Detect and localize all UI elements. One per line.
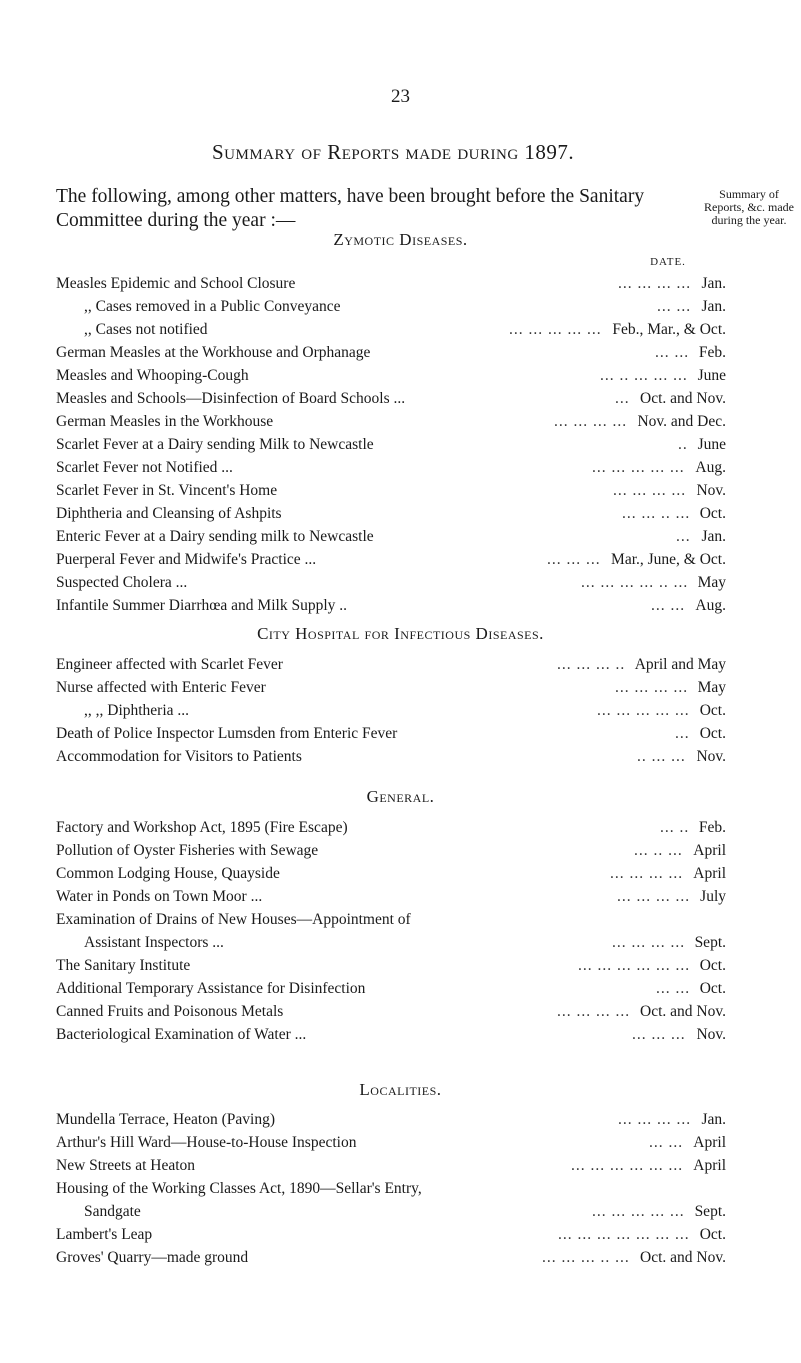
leader-dots: ... <box>615 390 630 407</box>
general-list <box>56 816 726 1046</box>
item-date: Oct. and Nov. <box>640 1249 726 1266</box>
list-item <box>56 548 726 571</box>
item-date: Oct. and Nov. <box>640 1003 726 1020</box>
item-text: Arthur's Hill Ward—House-to-House Inspection <box>56 1134 357 1151</box>
list-item <box>56 456 726 479</box>
list-item <box>56 839 726 862</box>
list-item <box>56 1131 726 1154</box>
leader-dots: ... ... ... ... ... ... <box>571 1157 684 1174</box>
item-text: Water in Ponds on Town Moor ... <box>56 888 263 905</box>
item-text: Examination of Drains of New Houses—Appointment of <box>56 911 411 928</box>
list-item <box>56 502 726 525</box>
item-text: Enteric Fever at a Dairy sending milk to Newcastle <box>56 528 374 545</box>
zymotic-list <box>56 272 726 617</box>
list-item <box>56 433 726 456</box>
leader-dots: ... ... ... ... <box>557 1003 631 1020</box>
list-item <box>56 295 726 318</box>
list-item <box>56 1246 726 1269</box>
item-date: May <box>697 574 726 591</box>
list-item <box>56 594 726 617</box>
list-item <box>56 722 726 745</box>
item-text-continued: Sandgate <box>84 1203 141 1220</box>
leader-dots: ... ... ... ... ... <box>592 1203 685 1220</box>
leader-dots: ... ... ... ... <box>610 865 684 882</box>
item-text: Engineer affected with Scarlet Fever <box>56 656 283 673</box>
page-number: 23 <box>391 86 410 107</box>
item-date: Oct. <box>699 980 726 997</box>
list-item <box>56 364 726 387</box>
list-item <box>56 479 726 502</box>
leader-dots: .. ... ... <box>637 748 686 765</box>
localities-list <box>56 1108 726 1269</box>
item-text: Pollution of Oyster Fisheries with Sewage <box>56 842 319 859</box>
item-text: Nurse affected with Enteric Fever <box>56 679 266 696</box>
item-text: ,, ,, Diphtheria ... <box>84 702 190 719</box>
item-date: April <box>693 1134 726 1151</box>
item-date: Nov. <box>696 482 726 499</box>
leader-dots: ... ... ... ... ... <box>509 321 602 338</box>
item-text: German Measles at the Workhouse and Orphanage <box>56 344 371 361</box>
item-date: Jan. <box>701 1111 726 1128</box>
title-part-2: Reports made during <box>327 140 519 164</box>
item-date: Aug. <box>695 459 726 476</box>
list-item <box>56 1023 726 1046</box>
item-date: Nov. <box>696 748 726 765</box>
list-item <box>56 571 726 594</box>
leader-dots: ... .. ... ... ... <box>600 367 688 384</box>
item-date: July <box>700 888 726 905</box>
list-item <box>56 341 726 364</box>
item-date: Jan. <box>701 275 726 292</box>
leader-dots: ... <box>675 725 690 742</box>
list-item <box>56 1108 726 1131</box>
item-date: Feb. <box>698 344 726 361</box>
item-date: Sept. <box>694 934 726 951</box>
item-date: Oct. <box>699 702 726 719</box>
item-date: Aug. <box>695 597 726 614</box>
leader-dots: ... ... ... <box>632 1026 686 1043</box>
section-heading-general <box>0 787 801 807</box>
item-text: Scarlet Fever at a Dairy sending Milk to Newcastle <box>56 436 374 453</box>
leader-dots: ... ... ... ... <box>618 275 692 292</box>
leader-dots: ... ... <box>655 344 690 361</box>
list-item <box>56 977 726 1000</box>
list-item <box>56 1223 726 1246</box>
item-date: June <box>697 367 726 384</box>
item-text: Lambert's Leap <box>56 1226 153 1243</box>
item-date: Nov. and Dec. <box>637 413 726 430</box>
list-item <box>56 653 726 676</box>
item-text: Bacteriological Examination of Water ... <box>56 1026 307 1043</box>
item-date: April <box>693 865 726 882</box>
item-date: Jan. <box>701 528 726 545</box>
item-text: Measles Epidemic and School Closure <box>56 275 296 292</box>
item-date: Mar., June, & Oct. <box>611 551 726 568</box>
item-text: Puerperal Fever and Midwife's Practice ... <box>56 551 317 568</box>
leader-dots: ... ... ... ... <box>554 413 628 430</box>
list-item <box>56 816 726 839</box>
leader-dots: ... ... ... ... ... ... ... <box>558 1226 690 1243</box>
item-text: German Measles in the Workhouse <box>56 413 274 430</box>
list-item <box>56 862 726 885</box>
section-heading-text: General. <box>366 787 435 806</box>
item-text: Diphtheria and Cleansing of Ashpits <box>56 505 282 522</box>
item-date: Oct. <box>699 1226 726 1243</box>
intro-paragraph: The following, among other matters, have been brought before the Sanitary Committee during the year :— <box>56 186 645 231</box>
list-item <box>56 885 726 908</box>
section-heading-zymotic <box>0 230 801 250</box>
list-item <box>56 318 726 341</box>
item-date: April and May <box>634 656 726 673</box>
leader-dots: ... .. ... <box>634 842 683 859</box>
item-text: Canned Fruits and Poisonous Metals <box>56 1003 284 1020</box>
section-heading-text: Zymotic Diseases. <box>333 230 468 249</box>
list-item <box>56 1000 726 1023</box>
city-hospital-list <box>56 653 726 768</box>
list-item <box>56 676 726 699</box>
list-item <box>56 410 726 433</box>
leader-dots: ... ... ... ... <box>615 679 689 696</box>
item-date: April <box>693 1157 726 1174</box>
item-date: Oct. <box>699 957 726 974</box>
list-item <box>56 699 726 722</box>
leader-dots: ... ... <box>656 980 691 997</box>
leader-dots: ... ... <box>649 1134 684 1151</box>
leader-dots: ... ... ... <box>547 551 601 568</box>
title-year: 1897. <box>518 140 575 164</box>
item-text: Groves' Quarry—made ground <box>56 1249 249 1266</box>
leader-dots: ... ... <box>651 597 686 614</box>
section-heading-localities <box>0 1080 801 1100</box>
leader-dots: ... .. <box>660 819 690 836</box>
title-part-1: Summary of <box>212 140 328 164</box>
list-item <box>56 1154 726 1177</box>
item-date: Oct. <box>699 725 726 742</box>
item-text: ,, Cases not notified <box>84 321 208 338</box>
item-text: The Sanitary Institute <box>56 957 191 974</box>
list-item <box>56 1177 726 1223</box>
leader-dots: ... <box>676 528 691 545</box>
leader-dots: ... ... .. ... <box>622 505 691 522</box>
item-text: Infantile Summer Diarrhœa and Milk Supply .. <box>56 597 348 614</box>
item-text: Scarlet Fever in St. Vincent's Home <box>56 482 278 499</box>
leader-dots: ... ... ... ... <box>613 482 687 499</box>
leader-dots: .. <box>678 436 688 453</box>
section-heading-text: City Hospital for Infectious Diseases. <box>257 624 544 643</box>
page-title <box>212 140 574 165</box>
item-text: Measles and Schools—Disinfection of Board Schools ... <box>56 390 406 407</box>
item-text: Common Lodging House, Quayside <box>56 865 280 882</box>
date-column-header: DATE. <box>650 256 686 268</box>
leader-dots: ... ... <box>657 298 692 315</box>
section-heading-city-hospital <box>0 624 801 644</box>
list-item <box>56 272 726 295</box>
item-date: Feb., Mar., & Oct. <box>612 321 726 338</box>
list-item <box>56 954 726 977</box>
item-text: Death of Police Inspector Lumsden from Enteric Fever <box>56 725 398 742</box>
item-date: April <box>693 842 726 859</box>
item-text: ,, Cases removed in a Public Conveyance <box>84 298 341 315</box>
item-date: May <box>697 679 726 696</box>
leader-dots: ... ... ... ... ... <box>592 459 685 476</box>
leader-dots: ... ... ... ... <box>618 1111 692 1128</box>
margin-note: Summary of Reports, &c. made during the year. <box>704 187 794 227</box>
item-text: New Streets at Heaton <box>56 1157 196 1174</box>
leader-dots: ... ... ... ... ... <box>597 702 690 719</box>
leader-dots: ... ... ... ... ... ... <box>578 957 691 974</box>
list-item <box>56 387 726 410</box>
leader-dots: ... ... ... ... <box>617 888 691 905</box>
section-heading-text: Localities. <box>359 1080 442 1099</box>
item-date: Nov. <box>696 1026 726 1043</box>
item-date: June <box>697 436 726 453</box>
leader-dots: ... ... ... .. ... <box>542 1249 630 1266</box>
leader-dots: ... ... ... ... <box>612 934 686 951</box>
item-text: Measles and Whooping-Cough <box>56 367 249 384</box>
list-item <box>56 745 726 768</box>
item-date: Oct. and Nov. <box>640 390 726 407</box>
item-date: Jan. <box>701 298 726 315</box>
item-text: Scarlet Fever not Notified ... <box>56 459 233 476</box>
item-text: Mundella Terrace, Heaton (Paving) <box>56 1111 275 1128</box>
item-date: Feb. <box>698 819 726 836</box>
item-text: Factory and Workshop Act, 1895 (Fire Escape) <box>56 819 348 836</box>
leader-dots: ... ... ... ... .. ... <box>581 574 689 591</box>
leader-dots: ... ... ... .. <box>557 656 626 673</box>
item-text-continued: Assistant Inspectors ... <box>84 934 224 951</box>
item-text: Housing of the Working Classes Act, 1890—Sellar's Entry, <box>56 1180 422 1197</box>
list-item <box>56 908 726 954</box>
item-date: Oct. <box>699 505 726 522</box>
list-item <box>56 525 726 548</box>
item-text: Accommodation for Visitors to Patients <box>56 748 302 765</box>
item-text: Additional Temporary Assistance for Disinfection <box>56 980 366 997</box>
item-date: Sept. <box>694 1203 726 1220</box>
item-text: Suspected Cholera ... <box>56 574 188 591</box>
